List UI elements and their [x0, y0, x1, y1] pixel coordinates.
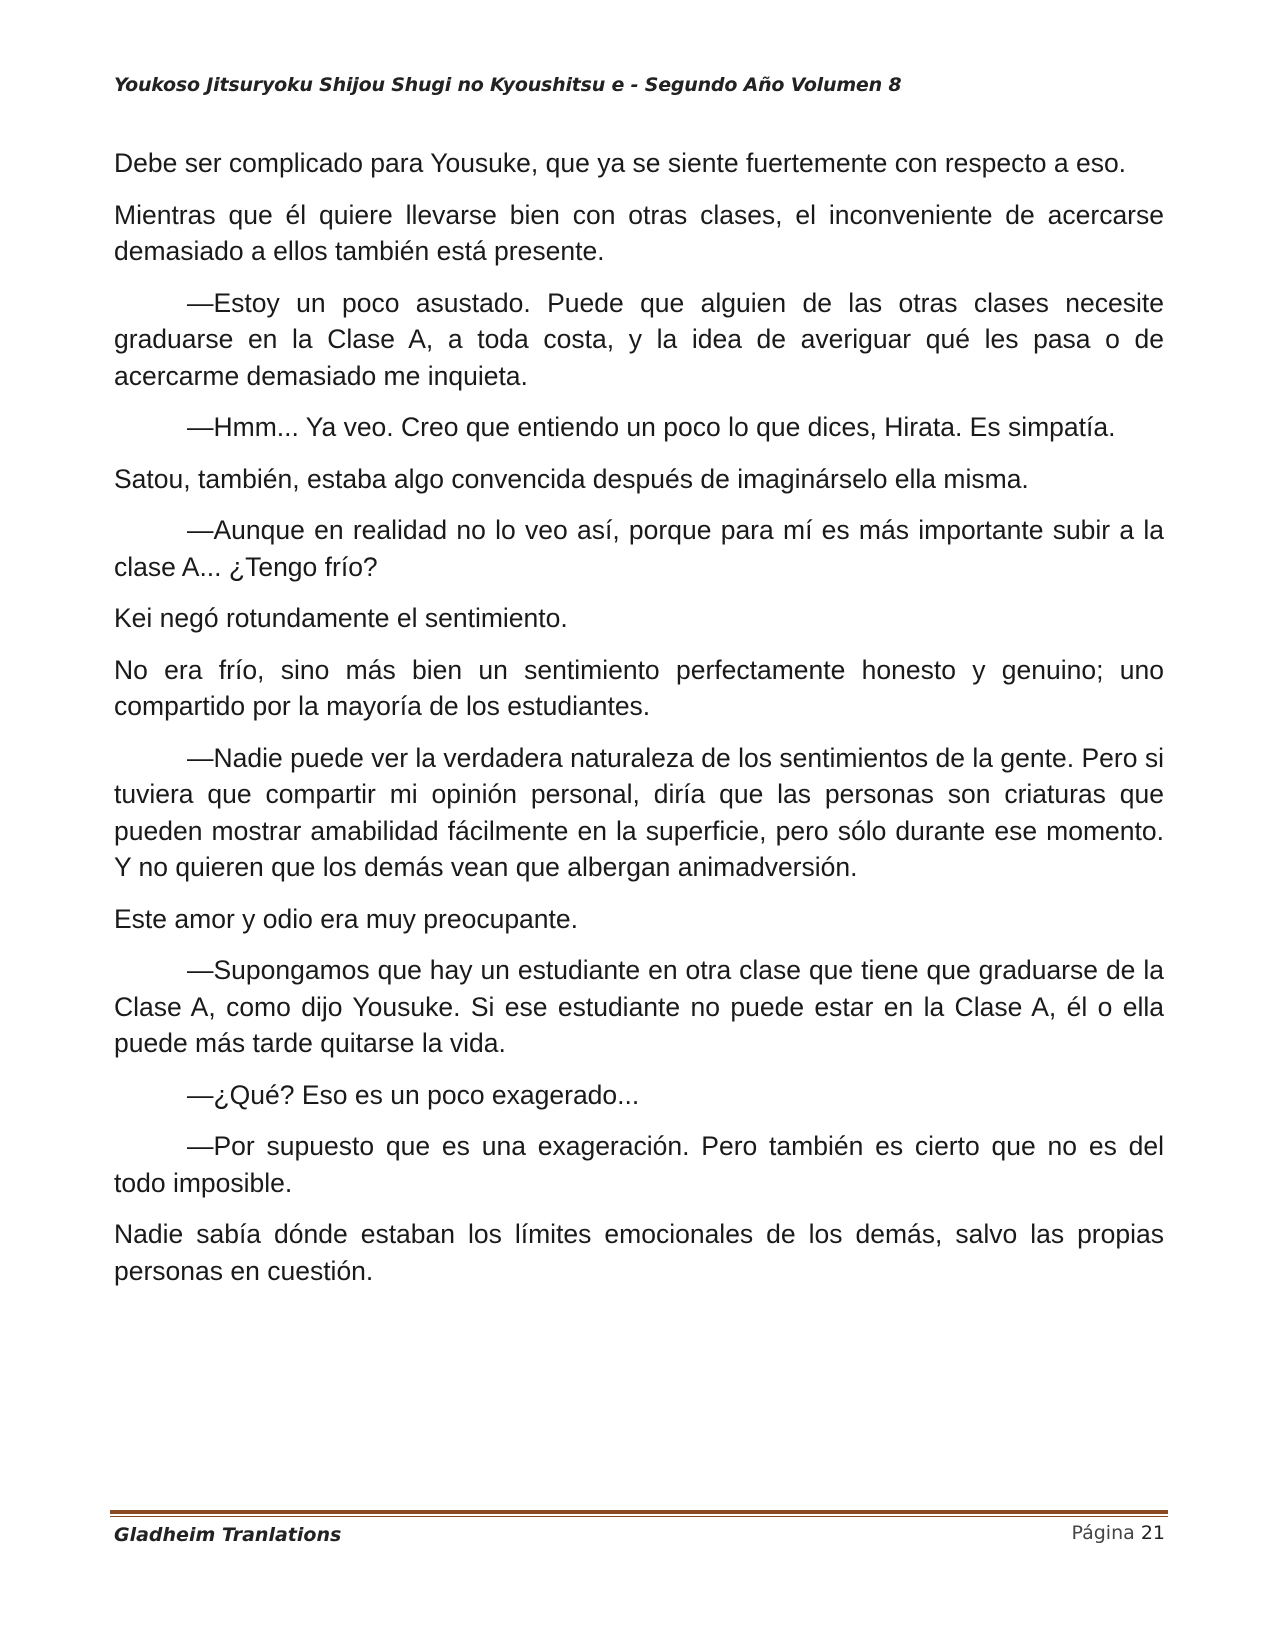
running-header: Youkoso Jitsuryoku Shijou Shugi no Kyoushitsu e - Segundo Año Volumen 8 — [114, 74, 902, 96]
dialog-paragraph: —Supongamos que hay un estudiante en otra clase que tiene que graduarse de la Clase A, como dijo Yousuke. Si ese estudiante no puede estar en la Clase A, él o ella puede más tarde quitarse la vida. — [114, 955, 1164, 1058]
paragraph: Satou, también, estaba algo convencida después de imaginárselo ella misma. — [114, 463, 1029, 494]
footer-divider — [110, 1510, 1168, 1517]
paragraph: Nadie sabía dónde estaban los límites emocionales de los demás, salvo las propias personas en cuestión. — [114, 1219, 1164, 1286]
dialog-paragraph: —Nadie puede ver la verdadera naturaleza de los sentimientos de la gente. Pero si tuviera que compartir mi opinión personal, diría que las personas son criaturas que pueden mostrar amabilidad fácilmente en la superficie, pero sólo durante ese momento. Y no quieren que los demás vean que albergan animadversión. — [114, 742, 1164, 882]
footer-publisher: Gladheim Tranlations — [114, 1524, 342, 1546]
dialog-paragraph: —Estoy un poco asustado. Puede que alguien de las otras clases necesite graduarse en la Clase A, a toda costa, y la idea de averiguar qué les pasa o de acercarme demasiado me inquieta. — [114, 287, 1164, 391]
footer-divider-thick — [110, 1510, 1168, 1514]
page-number: 21 — [1140, 1522, 1165, 1544]
dialog-paragraph: —Por supuesto que es una exageración. Pero también es cierto que no es del todo imposible. — [114, 1131, 1164, 1198]
dialog-paragraph: —¿Qué? Eso es un poco exagerado... — [187, 1079, 640, 1110]
dialog-paragraph: —Hmm... Ya veo. Creo que entiendo un poco lo que dices, Hirata. Es simpatía. — [187, 412, 1116, 442]
page-body — [114, 145, 1164, 1304]
footer-divider-thin — [110, 1516, 1168, 1517]
paragraph: Mientras que él quiere llevarse bien con otras clases, el inconveniente de acercarse demasiado a ellos también está presente. — [114, 199, 1164, 266]
page-label: Página — [1071, 1522, 1135, 1544]
paragraph: Debe ser complicado para Yousuke, que ya se siente fuertemente con respecto a eso. — [114, 148, 1127, 178]
dialog-paragraph: —Aunque en realidad no lo veo así, porque para mí es más importante subir a la clase A... ¿Tengo frío? — [114, 515, 1164, 582]
paragraph: No era frío, sino más bien un sentimiento perfectamente honesto y genuino; uno compartido por la mayoría de los estudiantes. — [114, 654, 1164, 721]
paragraph: Este amor y odio era muy preocupante. — [114, 903, 578, 934]
paragraph: Kei negó rotundamente el sentimiento. — [114, 603, 568, 633]
page-number-block — [1071, 1522, 1165, 1544]
